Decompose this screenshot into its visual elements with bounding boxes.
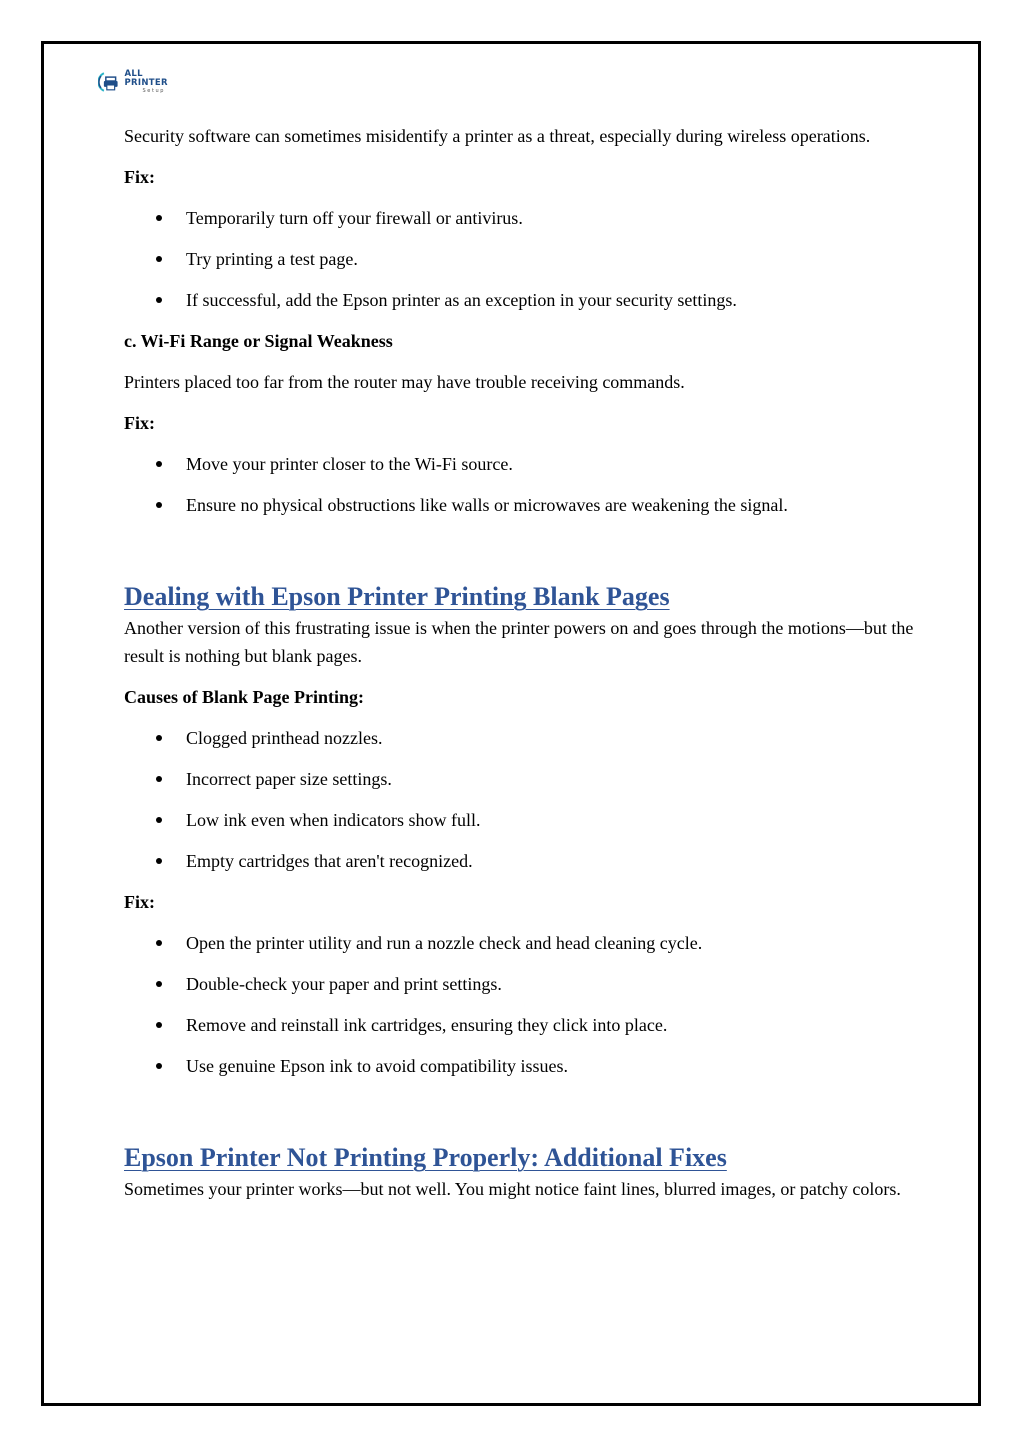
list-item: Empty cartridges that aren't recognized. — [124, 847, 914, 875]
fix-list-wifi — [124, 450, 914, 519]
bullet-dot-icon — [156, 817, 162, 823]
list-item: Ensure no physical obstructions like walls or microwaves are weakening the signal. — [124, 491, 914, 519]
list-item: Try printing a test page. — [124, 245, 914, 273]
causes-label: Causes of Blank Page Printing: — [124, 687, 365, 707]
bullet-dot-icon — [156, 502, 162, 508]
bullet-dot-icon — [156, 776, 162, 782]
bullet-dot-icon — [156, 940, 162, 946]
printer-logo-icon — [98, 70, 122, 94]
intro-paragraph: Security software can sometimes misidentify a printer as a threat, especially during wireless operations. — [124, 126, 871, 146]
bullet-dot-icon — [156, 1022, 162, 1028]
bullet-dot-icon — [156, 215, 162, 221]
list-item: Double-check your paper and print settings. — [124, 970, 914, 998]
bullet-dot-icon — [156, 297, 162, 303]
section-heading-blank-pages: Dealing with Epson Printer Printing Blank Pages — [124, 582, 670, 611]
section-heading-additional-fixes: Epson Printer Not Printing Properly: Additional Fixes — [124, 1143, 727, 1172]
list-item: If successful, add the Epson printer as an exception in your security settings. — [124, 286, 914, 314]
bullet-dot-icon — [156, 461, 162, 467]
causes-list — [124, 724, 914, 875]
wifi-paragraph: Printers placed too far from the router may have trouble receiving commands. — [124, 372, 685, 392]
list-item: Use genuine Epson ink to avoid compatibility issues. — [124, 1052, 914, 1080]
list-item: Open the printer utility and run a nozzle check and head cleaning cycle. — [124, 929, 914, 957]
fix-label-blank: Fix: — [124, 892, 155, 912]
bullet-dot-icon — [156, 256, 162, 262]
document-content — [124, 122, 914, 1216]
brand-logo — [98, 68, 188, 96]
fix-list-security — [124, 204, 914, 314]
bullet-dot-icon — [156, 735, 162, 741]
list-item: Temporarily turn off your firewall or antivirus. — [124, 204, 914, 232]
bullet-dot-icon — [156, 858, 162, 864]
additional-fixes-paragraph: Sometimes your printer works—but not well. You might notice faint lines, blurred images, or patchy colors. — [124, 1179, 901, 1199]
blank-pages-paragraph: Another version of this frustrating issue is when the printer powers on and goes through the motions—but the result is nothing but blank pages. — [124, 618, 914, 666]
list-item: Low ink even when indicators show full. — [124, 806, 914, 834]
list-item: Remove and reinstall ink cartridges, ensuring they click into place. — [124, 1011, 914, 1039]
list-item: Incorrect paper size settings. — [124, 765, 914, 793]
fix-label-security: Fix: — [124, 167, 155, 187]
logo-brand-text: ALL PRINTER — [124, 69, 168, 88]
bullet-dot-icon — [156, 981, 162, 987]
wifi-subheading: c. Wi-Fi Range or Signal Weakness — [124, 331, 393, 351]
fix-label-wifi: Fix: — [124, 413, 155, 433]
list-item: Clogged printhead nozzles. — [124, 724, 914, 752]
list-item: Move your printer closer to the Wi-Fi source. — [124, 450, 914, 478]
logo-sub-text: Setup — [142, 88, 166, 94]
bullet-dot-icon — [156, 1063, 162, 1069]
fix-list-blank — [124, 929, 914, 1080]
